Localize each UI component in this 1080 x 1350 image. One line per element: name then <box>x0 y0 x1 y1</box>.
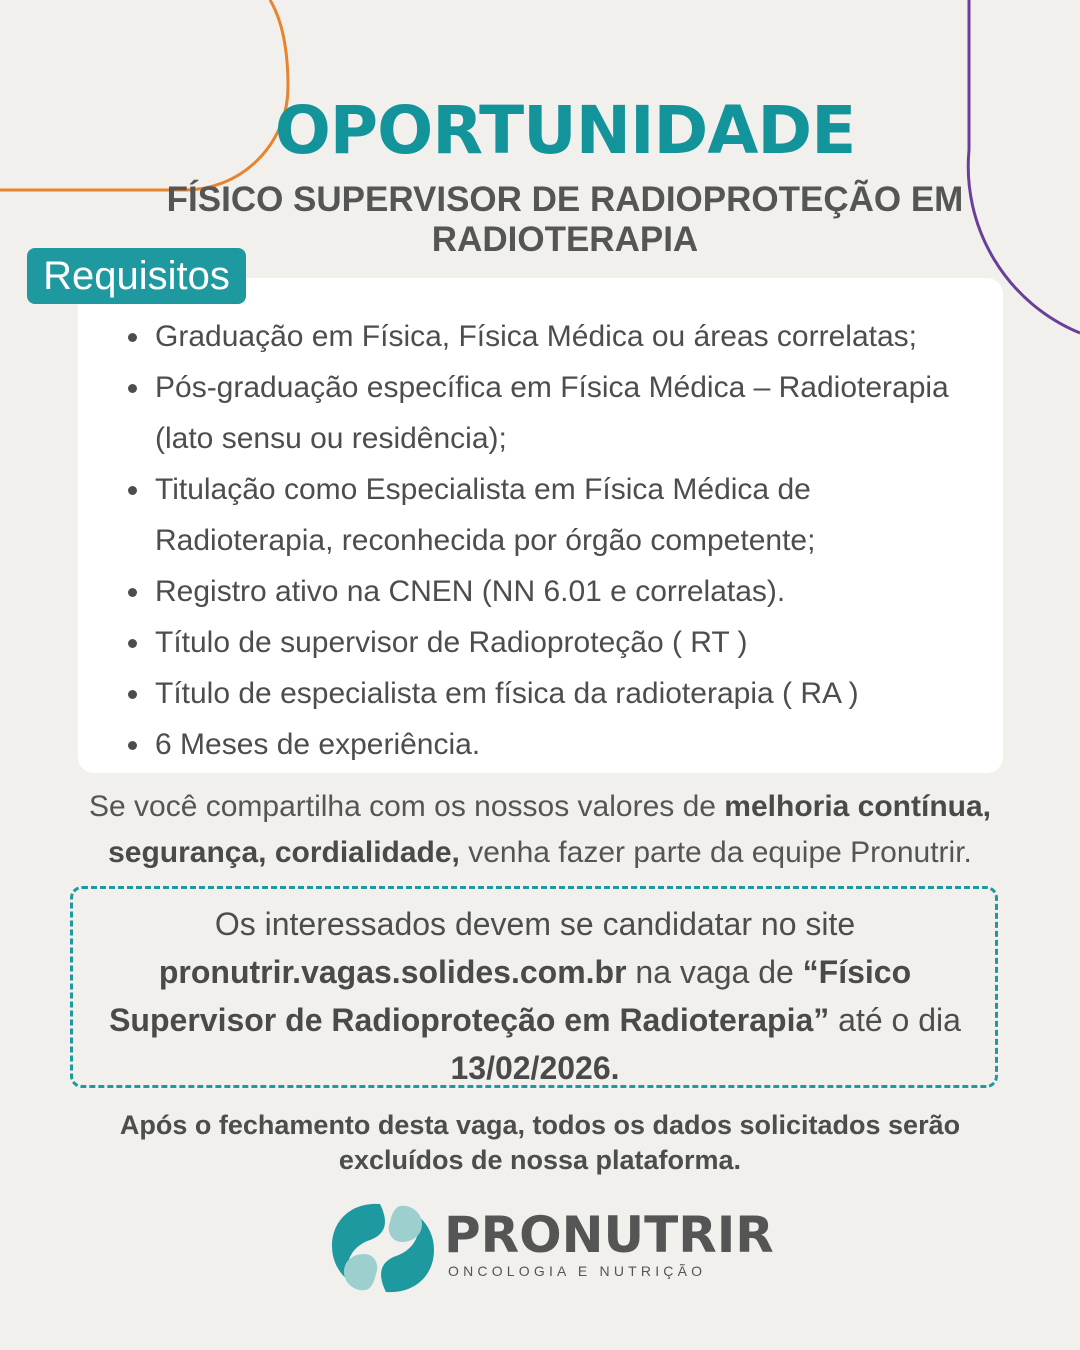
apply-text-2: na vaga de <box>626 954 803 990</box>
requirement-text: Título de supervisor de Radioproteção ( RT ) <box>155 626 748 659</box>
apply-text-1: Os interessados devem se candidatar no site <box>214 906 856 942</box>
brand-tagline: ONCOLOGIA E NUTRIÇÃO <box>448 1263 707 1279</box>
requirements-card <box>78 278 1003 773</box>
bullet-icon <box>128 639 137 648</box>
data-removal-notice: Após o fechamento desta vaga, todos os dados solicitados serão excluídos de nossa plataforma. <box>119 1110 961 1175</box>
list-item <box>78 668 1003 719</box>
list-item <box>78 362 1003 464</box>
list-item <box>78 464 1003 566</box>
apply-paragraph <box>100 900 970 1092</box>
requirement-text: Graduação em Física, Física Médica ou áreas correlatas; <box>155 320 917 353</box>
list-item <box>78 719 1003 770</box>
values-highlight: melhoria contínua, segurança, cordialidade, <box>108 790 992 869</box>
apply-site-link[interactable]: pronutrir.vagas.solides.com.br <box>158 954 627 990</box>
apply-deadline: 13/02/2026. <box>450 1050 620 1086</box>
bullet-icon <box>128 384 137 393</box>
requirement-text: Pós-graduação específica em Física Médica – Radioterapia (lato sensu ou residência); <box>155 371 949 455</box>
bullet-icon <box>128 690 137 699</box>
headline: OPORTUNIDADE <box>274 92 856 169</box>
values-paragraph <box>40 784 1040 876</box>
pronutrir-logo-icon <box>330 1198 436 1298</box>
requirement-text: Titulação como Especialista em Física Médica de Radioterapia, reconhecida por órgão competente; <box>155 473 816 557</box>
brand-name: PRONUTRIR <box>444 1206 774 1264</box>
requirement-text: Registro ativo na CNEN (NN 6.01 e correlatas). <box>155 575 786 608</box>
bullet-icon <box>128 333 137 342</box>
bullet-icon <box>128 588 137 597</box>
bullet-icon <box>128 486 137 495</box>
list-item <box>78 311 1003 362</box>
apply-position: “Físico Supervisor de Radioproteção em Radioterapia” <box>109 954 912 1038</box>
values-text-1: Se você compartilha com os nossos valores de <box>88 790 725 823</box>
requirement-text: Título de especialista em física da radioterapia ( RA ) <box>155 677 859 710</box>
requirement-text: 6 Meses de experiência. <box>155 728 481 761</box>
requirements-list <box>78 278 1003 770</box>
list-item <box>78 617 1003 668</box>
apply-text-3: até o dia <box>829 1002 961 1038</box>
job-title: FÍSICO SUPERVISOR DE RADIOPROTEÇÃO EM RADIOTERAPIA <box>166 180 964 259</box>
list-item <box>78 566 1003 617</box>
bullet-icon <box>128 741 137 750</box>
values-text-2: venha fazer parte da equipe Pronutrir. <box>459 836 972 869</box>
requirements-badge: Requisitos <box>27 248 246 304</box>
